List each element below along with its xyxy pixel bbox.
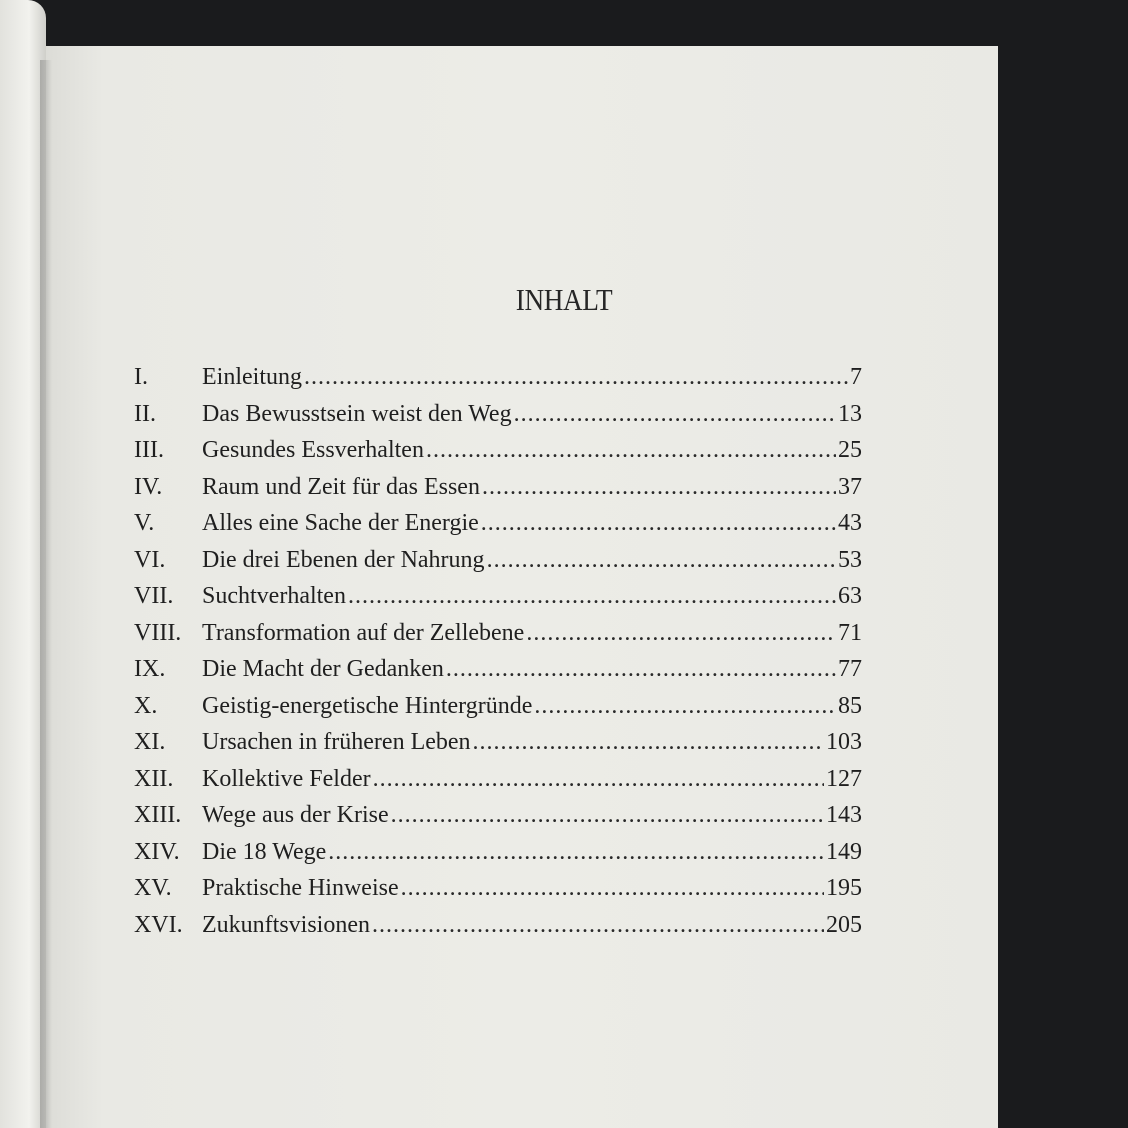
chapter-numeral: XV. — [134, 875, 172, 901]
dot-leader — [348, 583, 836, 610]
chapter-numeral: II. — [134, 400, 156, 427]
chapter-numeral: VI. — [134, 546, 166, 573]
dot-leader — [373, 766, 824, 793]
chapter-page-number: 195 — [826, 875, 862, 901]
chapter-page-number: 43 — [838, 510, 862, 536]
chapter-title: Die drei Ebenen der Nahrung — [202, 546, 485, 573]
dot-leader — [482, 474, 836, 501]
dot-leader — [372, 912, 824, 939]
chapter-numeral: V. — [134, 510, 155, 536]
dot-leader — [487, 547, 836, 574]
chapter-page-number: 7 — [850, 364, 862, 390]
toc-entry — [134, 620, 862, 657]
toc-entry — [134, 839, 862, 876]
chapter-title: Kollektive Felder — [202, 765, 371, 792]
chapter-title: Gesundes Essverhalten — [202, 437, 424, 463]
dot-leader — [328, 839, 824, 866]
toc-entry — [134, 401, 862, 438]
toc-entry — [134, 766, 862, 803]
chapter-page-number: 85 — [838, 692, 862, 719]
chapter-title: Ursachen in früheren Leben — [202, 729, 471, 755]
chapter-page-number: 53 — [838, 546, 862, 573]
chapter-numeral: XI. — [134, 729, 166, 755]
toc-entry — [134, 693, 862, 730]
chapter-title: Einleitung — [202, 364, 302, 390]
chapter-numeral: I. — [134, 364, 148, 390]
chapter-page-number: 25 — [838, 437, 862, 463]
chapter-numeral: IX. — [134, 656, 166, 682]
dot-leader — [446, 656, 836, 683]
chapter-numeral: XVI. — [134, 911, 183, 938]
chapter-page-number: 143 — [826, 802, 862, 828]
chapter-title: Die Macht der Gedanken — [202, 656, 444, 682]
chapter-numeral: XIII. — [134, 802, 182, 828]
chapter-page-number: 149 — [826, 838, 862, 865]
dot-leader — [514, 401, 836, 428]
chapter-numeral: VII. — [134, 583, 174, 609]
toc-entry — [134, 510, 862, 547]
chapter-page-number: 71 — [838, 619, 862, 646]
chapter-numeral: X. — [134, 692, 158, 719]
dot-leader — [391, 802, 824, 829]
chapter-numeral: XIV. — [134, 838, 180, 865]
chapter-title: Wege aus der Krise — [202, 802, 389, 828]
chapter-page-number: 13 — [838, 400, 862, 427]
dot-leader — [401, 875, 824, 902]
table-of-contents — [134, 364, 862, 948]
page-title: INHALT — [515, 282, 613, 317]
chapter-numeral: XII. — [134, 765, 174, 792]
chapter-title: Transformation auf der Zellebene — [202, 619, 525, 646]
toc-entry — [134, 364, 862, 401]
dot-leader — [534, 693, 836, 720]
toc-entry — [134, 729, 862, 766]
toc-entry — [134, 474, 862, 511]
chapter-page-number: 127 — [826, 765, 862, 792]
dot-leader — [473, 729, 824, 756]
chapter-title: Praktische Hinweise — [202, 875, 399, 901]
chapter-page-number: 77 — [838, 656, 862, 682]
dot-leader — [426, 437, 836, 464]
toc-entry — [134, 656, 862, 693]
dot-leader — [481, 510, 836, 537]
toc-entry — [134, 912, 862, 949]
chapter-page-number: 37 — [838, 473, 862, 500]
chapter-title: Die 18 Wege — [202, 838, 327, 865]
chapter-page-number: 103 — [826, 729, 862, 755]
chapter-numeral: III. — [134, 437, 164, 463]
chapter-title: Geistig-energetische Hintergründe — [202, 692, 533, 719]
chapter-numeral: IV. — [134, 473, 163, 500]
chapter-title: Das Bewusstsein weist den Weg — [202, 400, 512, 427]
dot-leader — [304, 364, 848, 391]
dot-leader — [526, 620, 836, 647]
toc-entry — [134, 547, 862, 584]
toc-entry — [134, 802, 862, 839]
toc-entry — [134, 583, 862, 620]
gutter-shadow — [40, 60, 52, 1128]
chapter-page-number: 63 — [838, 583, 862, 609]
chapter-numeral: VIII. — [134, 619, 182, 646]
chapter-title: Raum und Zeit für das Essen — [202, 473, 480, 500]
chapter-page-number: 205 — [826, 911, 862, 938]
chapter-title: Suchtverhalten — [202, 583, 346, 609]
chapter-title: Alles eine Sache der Energie — [202, 510, 479, 536]
toc-entry — [134, 875, 862, 912]
chapter-title: Zukunftsvisionen — [202, 911, 370, 938]
toc-entry — [134, 437, 862, 474]
